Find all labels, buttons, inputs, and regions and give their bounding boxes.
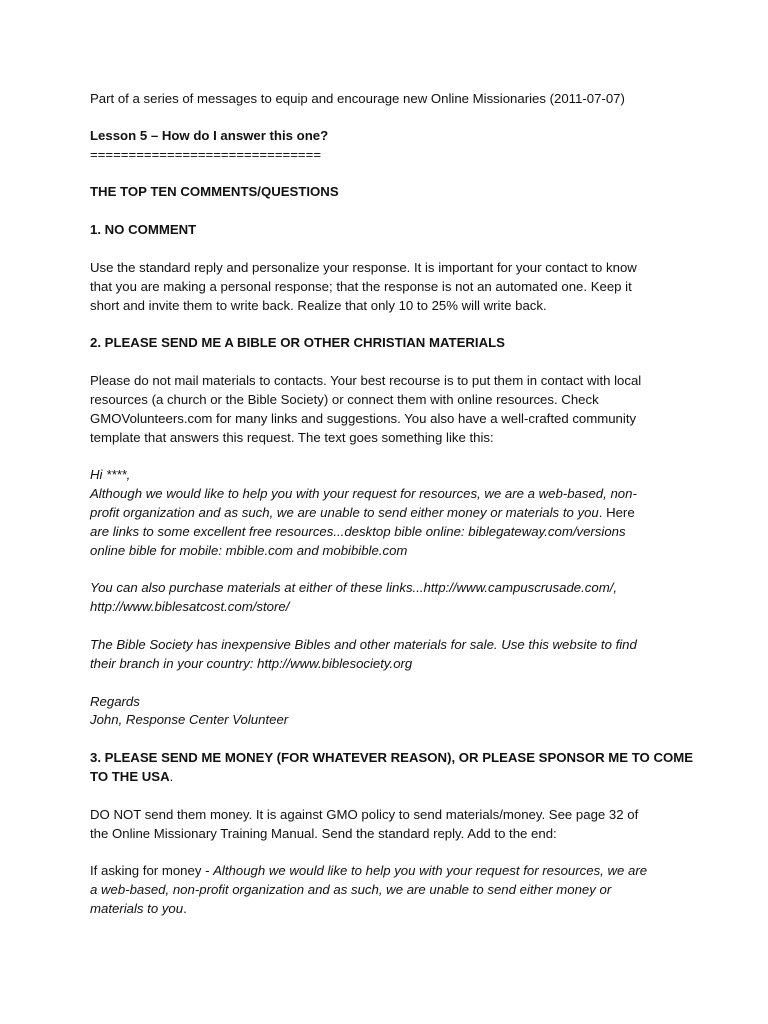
template-p2-line: http://www.biblesatcost.com/store/ [90,599,290,615]
template-p3-line: their branch in your country: http://www.biblesociety.org [90,655,413,671]
template-signoff-line: John, Response Center Volunteer [90,712,289,728]
item2-body-line: resources (a church or the Bible Society) or connect them with online resources. Check [90,391,599,407]
money-response-line: a web-based, non-profit organization and as such, we are unable to send either money or [90,882,612,898]
item1-body-line: Use the standard reply and personalize your response. It is important for your contact to know [90,259,637,275]
template-p1-period: . Here [598,504,635,520]
item2-body-line: template that answers this request. The text goes something like this: [90,429,494,445]
template-p3 [90,636,690,674]
lesson-title: Lesson 5 – How do I answer this one? [90,127,329,143]
item3-heading-period: . [169,768,174,784]
item3-body [90,806,690,844]
money-period: . [183,900,187,916]
lesson-header [90,127,690,165]
item1-heading: 1. NO COMMENT [90,222,197,238]
item1-body-line: that you are making a personal response; that the response is not an automated one. Keep it [90,278,632,294]
item2-heading-block [90,334,690,353]
item3-heading-line: 3. PLEASE SEND ME MONEY (FOR WHATEVER REASON), OR PLEASE SPONSOR ME TO COME [90,750,694,766]
item3-heading-block [90,749,694,787]
intro-paragraph [90,90,690,109]
section-heading: THE TOP TEN COMMENTS/QUESTIONS [90,184,339,200]
money-response-line [90,862,690,881]
item1-body [90,259,690,315]
template-p2 [90,579,690,617]
item2-heading: 2. PLEASE SEND ME A BIBLE OR OTHER CHRISTIAN MATERIALS [90,335,505,351]
template-p3-line: The Bible Society has inexpensive Bibles and other materials for sale. Use this website to find [90,636,637,652]
money-lead: If asking for money - [90,863,214,879]
template-signoff-line: Regards [90,693,140,709]
template-p1-line [90,504,690,523]
item3-body-line: the Online Missionary Training Manual. Send the standard reply. Add to the end: [90,825,557,841]
item3-heading-text: TO THE USA [90,768,170,784]
item2-body-line: Please do not mail materials to contacts. Your best recourse is to put them in contact with local [90,373,642,389]
money-text: materials to you [90,900,184,916]
item3-body-line: DO NOT send them money. It is against GMO policy to send materials/money. See page 32 of [90,806,639,822]
lesson-rule: ============================== [90,146,322,162]
document-page [90,90,694,938]
money-response [90,862,690,918]
template-p1-line: online bible for mobile: mbible.com and mobibible.com [90,542,408,558]
section-heading-block [90,183,690,202]
item2-body-line: GMOVolunteers.com for many links and suggestions. You also have a well-crafted community [90,410,637,426]
money-response-line [90,900,690,919]
money-text: Although we would like to help you with your request for resources, we are [213,863,648,879]
template-greeting: Hi ****, [90,467,131,483]
item2-body [90,372,690,447]
item3-heading-line [90,768,690,787]
intro-text: Part of a series of messages to equip and encourage new Online Missionaries (2011-07-07) [90,91,625,106]
item1-body-line: short and invite them to write back. Realize that only 10 to 25% will write back. [90,297,547,313]
template-p1-line: are links to some excellent free resources...desktop bible online: biblegateway.com/versions [90,523,626,539]
template-p2-line: You can also purchase materials at either of these links...http://www.campuscrusade.com/, [90,580,618,596]
template-greeting-paragraph [90,466,690,560]
item1-heading-block [90,221,690,240]
template-p1-text: profit organization and as such, we are unable to send either money or materials to you [90,504,599,520]
template-signoff [90,693,690,731]
template-p1-line: Although we would like to help you with your request for resources, we are a web-based, non- [90,486,637,502]
